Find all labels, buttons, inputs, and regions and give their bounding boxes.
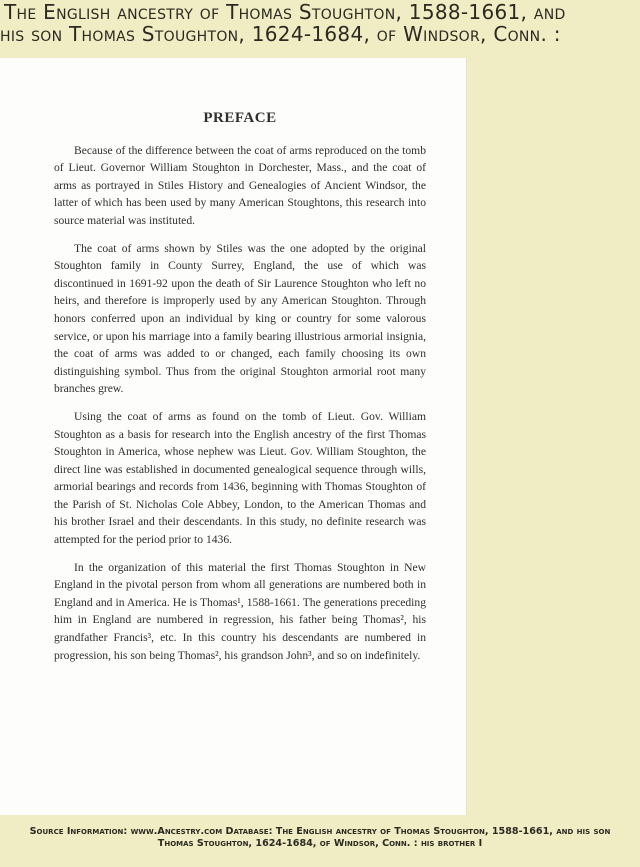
source-information-footer (0, 826, 640, 850)
footer-line-2: Thomas Stoughton, 1624-1684, of Windsor, Conn. : his brother I (157, 838, 483, 849)
paragraph-1: Because of the difference between the coat of arms reproduced on the tomb of Lieut. Governor William Stoughton in Dorchester, Mass., and the coat of arms as portrayed in Stiles History and Genealogies of Ancient Windsor, the latter of which has been used by many American Stoughtons, this research into source material was instituted. (54, 143, 426, 227)
paragraph-4: In the organization of this material the first Thomas Stoughton in New England in the pivotal person from whom all generations are numbered both in England and in America. He is Thomas¹, 1588-1661. The generations preceding him in England are numbered in regression, his father being Thomas², his grandfather Francis³, etc. In this country his descendants are numbered in progression, his son being Thomas², his grandson John³, and so on indefinitely. (54, 560, 426, 662)
preface-heading: PREFACE (203, 110, 277, 126)
paragraph-3: Using the coat of arms as found on the tomb of Lieut. Gov. William Stoughton as a basis for research into the English ancestry of the first Thomas Stoughton in America, whose nephew was Lieut. Gov. William Stoughton, the direct line was established in documented genealogical sequence through wills, armorial bearings and records from 1436, beginning with Thomas Stoughton of the Parish of St. Nicholas Cole Abbey, London, to the American Thomas and his brother Israel and their descendants. In this study, no definite research was attempted for the period prior to 1436. (54, 409, 426, 547)
footer-line-1: Source Information: www.Ancestry.com Database: The English ancestry of Thomas Stoughton, 1588-1661, and his son (29, 826, 611, 837)
page-content (54, 110, 426, 674)
scanned-page (0, 58, 466, 815)
paragraph-2: The coat of arms shown by Stiles was the one adopted by the original Stoughton family in County Surrey, England, the use of which was discontinued in 1691-92 upon the death of Sir Laurence Stoughton who left no heirs, and therefore is improperly used by any American Stoughton. Through honors conferred upon an individual by king or country for some valorous service, or upon his marriage into a family bearing illustrious armorial insignia, the coat of arms was added to or changed, each family choosing its own distinguishing symbol. Thus from the original Stoughton armorial root many branches grew. (54, 241, 426, 396)
title-line-1: The English ancestry of Thomas Stoughton, 1588-1661, and (4, 0, 566, 24)
title-line-2: his son Thomas Stoughton, 1624-1684, of Windsor, Conn. : (0, 22, 561, 46)
